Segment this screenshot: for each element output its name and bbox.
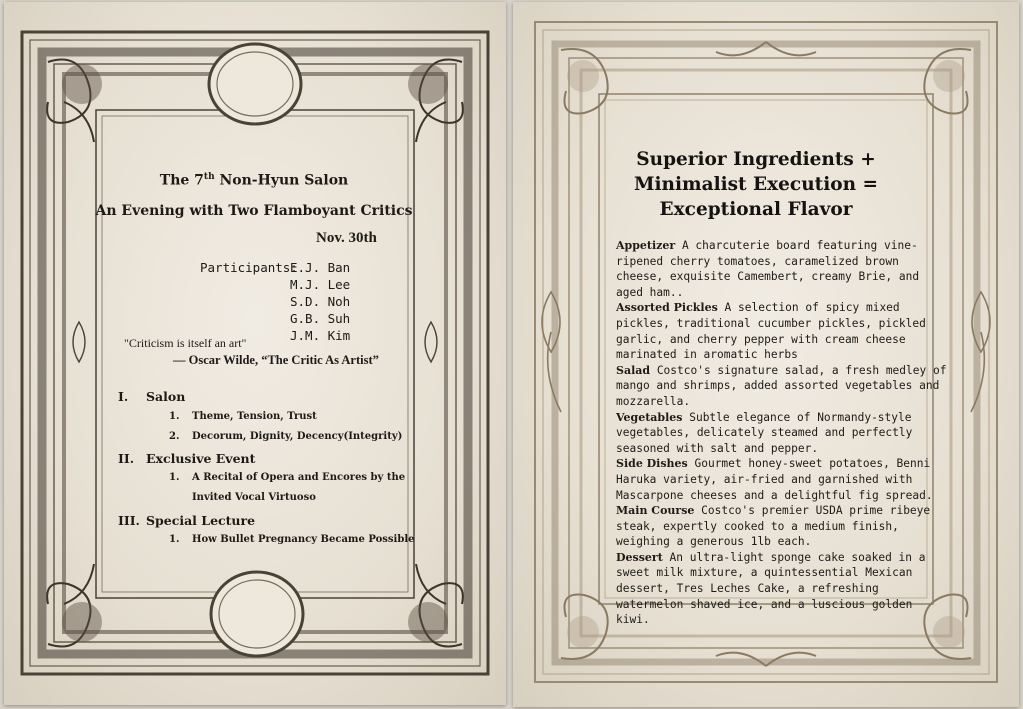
participant-name: E.J. Ban bbox=[290, 260, 351, 275]
program-section: II. Exclusive Event bbox=[118, 451, 256, 466]
participant-name: M.J. Lee bbox=[290, 277, 351, 292]
menu-course bbox=[616, 410, 951, 457]
program-item: 1. Theme, Tension, Trust bbox=[169, 411, 317, 422]
course-name: Assorted Pickles bbox=[616, 301, 718, 315]
course-description: Subtle elegance of Normandy-style vegetables, delicately steamed and perfectly seasoned with salt and pepper. bbox=[616, 410, 913, 455]
menu-course bbox=[616, 238, 951, 300]
course-description: A selection of spicy mixed pickles, traditional cucumber pickles, pickled garlic, and cherry pepper with cream cheese marinated in aromatic herbs bbox=[616, 301, 926, 362]
menu-heading bbox=[588, 147, 924, 222]
course-description: Gourmet honey-sweet potatoes, Benni Haruka variety, air-fried and garnished with Mascarpone cheeses and a delightful fig spread. bbox=[616, 457, 933, 502]
program-section: III. Special Lecture bbox=[118, 513, 256, 528]
participant-name: S.D. Noh bbox=[290, 294, 351, 309]
participants-label: Participants: bbox=[200, 260, 298, 275]
course-description: Costco's signature salad, a fresh medley of mango and shrimps, added assorted vegetables and mozzarella. bbox=[616, 363, 947, 408]
course-description: A charcuterie board featuring vine-ripened cherry tomatoes, caramelized brown cheese, exquisite Camembert, creamy Brie, and aged ham.. bbox=[616, 239, 920, 299]
epigraph-quote: "Criticism is itself an art" bbox=[124, 336, 247, 350]
invitation-card bbox=[4, 2, 506, 705]
menu-heading-line: Minimalist Execution = bbox=[634, 174, 878, 195]
program-item: 2. Decorum, Dignity, Decency(Integrity) bbox=[169, 431, 403, 442]
menu-course bbox=[616, 456, 951, 503]
menu-course-list bbox=[616, 238, 951, 628]
menu-heading-line: Exceptional Flavor bbox=[659, 199, 853, 220]
menu-course bbox=[616, 363, 951, 410]
menu-card bbox=[513, 2, 1019, 707]
program-item-continuation: Invited Vocal Virtuoso bbox=[192, 492, 316, 503]
course-name: Salad bbox=[616, 363, 651, 377]
course-name: Vegetables bbox=[616, 410, 683, 424]
event-title: The 7th Non-Hyun Salon bbox=[159, 172, 349, 189]
course-description: An ultra-light sponge cake soaked in a sweet milk mixture, a quintessential Mexican dessert, Tres Leches Cake, a refreshing watermelon shaved ice, and a luscious golden kiwi. bbox=[616, 550, 926, 627]
program-item: 1. A Recital of Opera and Encores by the bbox=[169, 472, 406, 483]
menu-heading-line: Superior Ingredients + bbox=[636, 149, 876, 170]
event-subtitle: An Evening with Two Flamboyant Critics bbox=[95, 203, 413, 219]
participant-name: J.M. Kim bbox=[290, 328, 351, 343]
course-name: Side Dishes bbox=[616, 457, 688, 471]
program-section: I. Salon bbox=[118, 389, 186, 404]
event-date: Nov. 30th bbox=[316, 230, 377, 246]
course-name: Main Course bbox=[616, 504, 695, 518]
menu-course bbox=[616, 503, 951, 550]
participant-name: G.B. Suh bbox=[290, 311, 351, 326]
menu-course bbox=[616, 300, 951, 362]
course-name: Dessert bbox=[616, 550, 663, 564]
menu-course bbox=[616, 550, 951, 628]
program-item: 1. How Bullet Pregnancy Became Possible bbox=[169, 534, 415, 545]
epigraph-attribution: — Oscar Wilde, “The Critic As Artist” bbox=[173, 353, 379, 367]
course-name: Appetizer bbox=[616, 239, 676, 252]
course-description: Costco's premier USDA prime ribeye steak, expertly cooked to a medium finish, weighing a generous 1lb each. bbox=[616, 504, 931, 549]
